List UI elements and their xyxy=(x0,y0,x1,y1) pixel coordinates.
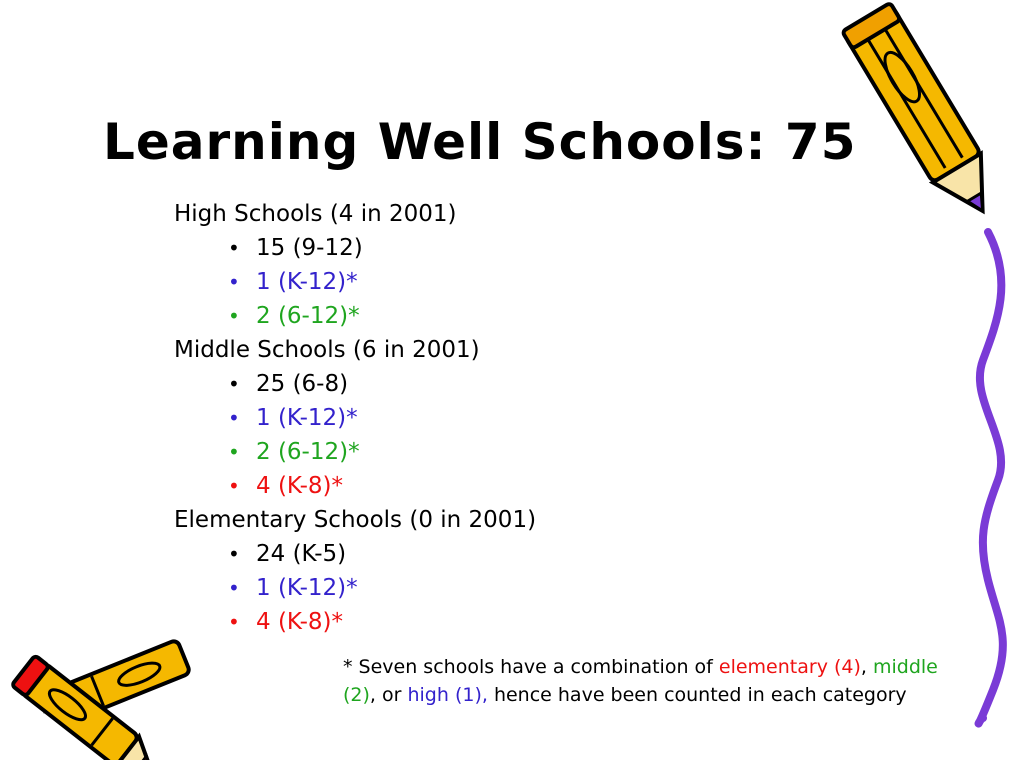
bullet-icon: • xyxy=(228,304,240,328)
list-item-text: 15 (9-12) xyxy=(256,235,363,261)
bullet-icon: • xyxy=(228,542,240,566)
bullet-icon: • xyxy=(228,236,240,260)
list-item xyxy=(174,299,794,333)
list-item xyxy=(174,605,794,639)
section-high-schools xyxy=(174,197,794,333)
bullet-icon: • xyxy=(228,440,240,464)
section-elementary-schools xyxy=(174,503,794,639)
list-item-text: 1 (K-12)* xyxy=(256,269,358,295)
section-heading: Middle Schools (6 in 2001) xyxy=(174,337,480,363)
footnote-high: high (1), xyxy=(407,684,488,706)
footnote-elementary: elementary (4) xyxy=(718,656,861,678)
bullet-icon: • xyxy=(228,576,240,600)
crayon-icon xyxy=(0,618,210,760)
bullet-icon: • xyxy=(228,406,240,430)
list-item-text: 2 (6-12)* xyxy=(256,303,360,329)
bullet-icon: • xyxy=(228,372,240,396)
list-item xyxy=(174,537,794,571)
list-item xyxy=(174,571,794,605)
list-item-text: 1 (K-12)* xyxy=(256,405,358,431)
list-item-text: 4 (K-8)* xyxy=(256,473,343,499)
section-middle-schools xyxy=(174,333,794,503)
school-list xyxy=(174,197,794,639)
list-item xyxy=(174,401,794,435)
list-item xyxy=(174,265,794,299)
bullet-icon: • xyxy=(228,270,240,294)
list-item-text: 2 (6-12)* xyxy=(256,439,360,465)
list-item-text: 4 (K-8)* xyxy=(256,609,343,635)
pencil-icon xyxy=(838,0,1024,760)
footnote-text: , xyxy=(860,656,873,678)
footnote-text: hence have been counted in each category xyxy=(487,684,907,706)
list-item-text: 1 (K-12)* xyxy=(256,575,358,601)
bullet-icon: • xyxy=(228,610,240,634)
list-item xyxy=(174,231,794,265)
section-heading: Elementary Schools (0 in 2001) xyxy=(174,507,537,533)
list-item-text: 25 (6-8) xyxy=(256,371,349,397)
list-item-text: 24 (K-5) xyxy=(256,541,347,567)
footnote-text: , or xyxy=(369,684,408,706)
slide-title: Learning Well Schools: 75 xyxy=(103,113,857,171)
section-heading: High Schools (4 in 2001) xyxy=(174,201,457,227)
list-item xyxy=(174,367,794,401)
footnote-middle: middle (2) xyxy=(343,656,938,706)
list-item xyxy=(174,435,794,469)
bullet-icon: • xyxy=(228,474,240,498)
list-item xyxy=(174,469,794,503)
footnote-text: * Seven schools have a combination of xyxy=(343,656,719,678)
